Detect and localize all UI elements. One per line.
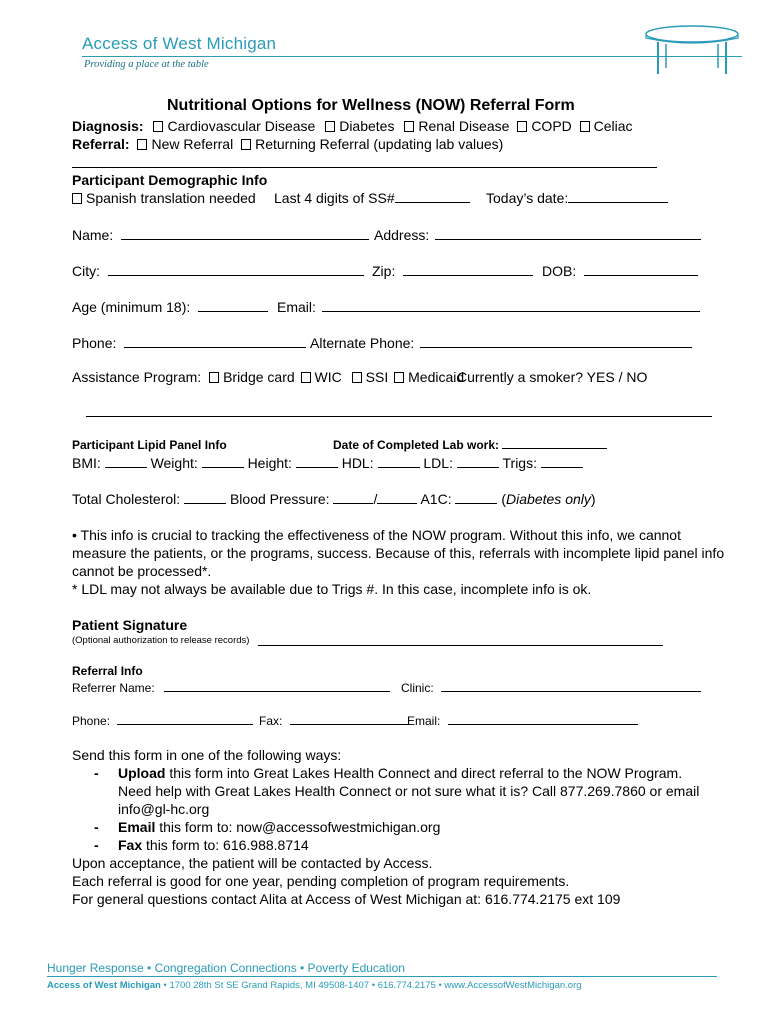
returning-referral-checkbox[interactable]: [241, 139, 251, 150]
referral-info-heading: Referral Info: [72, 664, 143, 678]
alt-phone-label: Alternate Phone:: [310, 335, 415, 351]
fax-label: Fax:: [259, 714, 283, 728]
referral-phone-field: [72, 714, 253, 729]
a1c-input[interactable]: [455, 491, 497, 504]
phone-input[interactable]: [124, 335, 306, 348]
form-title: Nutritional Options for Wellness (NOW) Referral Form: [167, 97, 575, 114]
upload-help-email[interactable]: info@gl-hc.org: [118, 801, 210, 817]
referral-option: New Referral: [151, 136, 234, 152]
diagnosis-option: Diabetes: [339, 118, 395, 134]
phone-label: Phone:: [72, 335, 117, 351]
ssn-field: [274, 190, 470, 207]
footer-org: Access of West Michigan: [47, 980, 161, 991]
weight-label: Weight:: [150, 455, 198, 471]
referral-phone-label: Phone:: [72, 714, 111, 728]
zip-field: [372, 263, 533, 280]
address-input[interactable]: [435, 227, 701, 240]
acceptance-note: Upon acceptance, the patient will be contacted by Access.: [72, 855, 433, 871]
referral-email-field: [407, 714, 638, 729]
name-input[interactable]: [121, 227, 369, 240]
assistance-label: Assistance Program:: [72, 369, 202, 385]
upload-bold: Upload: [118, 765, 166, 781]
zip-input[interactable]: [403, 263, 533, 276]
ldl-input[interactable]: [457, 455, 499, 468]
footer-tagline: Hunger Response • Congregation Connections • Poverty Education: [47, 961, 405, 975]
tagline: Providing a place at the table: [84, 59, 209, 70]
assistance-option: Medicaid: [408, 369, 465, 385]
new-referral-checkbox[interactable]: [137, 139, 147, 150]
diagnosis-option: Cardiovascular Disease: [167, 118, 316, 134]
medicaid-checkbox[interactable]: [394, 372, 404, 383]
age-label: Age (minimum 18):: [72, 299, 191, 315]
email-instruction: [118, 819, 440, 836]
height-input[interactable]: [296, 455, 338, 468]
footer-rule: [47, 976, 717, 977]
age-input[interactable]: [198, 299, 268, 312]
upload-instruction: [118, 765, 682, 782]
email-field: [277, 299, 700, 316]
diagnosis-label: Diagnosis:: [72, 118, 144, 134]
section-divider: [72, 167, 657, 168]
alt-phone-field: [310, 335, 692, 352]
lipid-row-1: [72, 455, 583, 472]
zip-label: Zip:: [372, 263, 396, 279]
org-name: Access of West Michigan: [82, 34, 277, 53]
bmi-input[interactable]: [105, 455, 147, 468]
diagnosis-renal-checkbox[interactable]: [404, 121, 414, 132]
upload-rest: this form into Great Lakes Health Connect and direct referral to the NOW Program.: [165, 765, 683, 781]
clinic-input[interactable]: [441, 681, 701, 692]
send-intro: Send this form in one of the following ways:: [72, 747, 342, 763]
dob-field: [542, 263, 698, 280]
smoker-question[interactable]: Currently a smoker? YES / NO: [457, 369, 648, 385]
diagnosis-copd-checkbox[interactable]: [517, 121, 527, 132]
upload-help: Need help with Great Lakes Health Connect or not sure what it is? Call 877.269.7860 or email: [118, 783, 700, 799]
wic-checkbox[interactable]: [301, 372, 311, 383]
referral-type-row: [72, 136, 503, 153]
bp-diastolic-input[interactable]: [377, 491, 417, 504]
referral-email-label: Email:: [407, 714, 441, 728]
ssi-checkbox[interactable]: [352, 372, 362, 383]
lab-date-input[interactable]: [502, 438, 607, 449]
spanish-checkbox[interactable]: [72, 193, 82, 204]
email-input[interactable]: [322, 299, 700, 312]
lab-date-label: Date of Completed Lab work:: [333, 438, 500, 452]
footer-contact: [47, 980, 582, 991]
a1c-note-open: (: [501, 491, 507, 507]
lipid-heading: Participant Lipid Panel Info: [72, 438, 227, 452]
address-field: [374, 227, 701, 244]
ldl-label: LDL:: [423, 455, 453, 471]
cholesterol-input[interactable]: [184, 491, 226, 504]
a1c-label: A1C:: [420, 491, 452, 507]
trigs-input[interactable]: [541, 455, 583, 468]
referrer-label: Referrer Name:: [72, 681, 155, 695]
email-label: Email:: [277, 299, 316, 315]
email-rest: this form to: now@accessofwestmichigan.org: [155, 819, 441, 835]
footer-details: • 1700 28th St SE Grand Rapids, MI 49508-1407 • 616.774.2175 • www.AccessofWestMichigan.org: [160, 980, 582, 991]
today-date-label: Today’s date:: [486, 190, 569, 206]
hdl-label: HDL:: [341, 455, 374, 471]
assistance-option: Bridge card: [223, 369, 295, 385]
bp-systolic-input[interactable]: [333, 491, 373, 504]
lipid-row-2: [72, 491, 596, 508]
referrer-field: [72, 681, 390, 696]
assistance-option: WIC: [314, 369, 342, 385]
city-field: [72, 263, 364, 280]
assistance-option: SSI: [365, 369, 389, 385]
trigs-label: Trigs:: [502, 455, 537, 471]
note-line: • This info is crucial to tracking the effectiveness of the NOW program. Without this info, we cannot: [72, 527, 681, 543]
signature-note: (Optional authorization to release records): [72, 635, 250, 646]
ssn-input[interactable]: [395, 190, 470, 203]
demographic-heading: Participant Demographic Info: [72, 172, 268, 188]
weight-input[interactable]: [202, 455, 244, 468]
fax-field: [259, 714, 410, 729]
fax-rest: this form to: 616.988.8714: [142, 837, 309, 853]
name-label: Name:: [72, 227, 114, 243]
signature-heading: Patient Signature: [72, 617, 188, 633]
diagnosis-option: COPD: [531, 118, 572, 134]
height-label: Height:: [247, 455, 292, 471]
validity-note: Each referral is good for one year, pending completion of program requirements.: [72, 873, 570, 889]
list-bullet: -: [94, 765, 99, 781]
dob-input[interactable]: [584, 263, 698, 276]
diagnosis-option: Celiac: [593, 118, 633, 134]
referral-option: Returning Referral (updating lab values): [255, 136, 504, 152]
note-line: cannot be processed*.: [72, 563, 212, 579]
contact-note: For general questions contact Alita at Access of West Michigan at: 616.774.2175 ext 109: [72, 891, 621, 907]
bridge-card-checkbox[interactable]: [209, 372, 219, 383]
spanish-row: [72, 190, 256, 207]
diagnosis-cardio-checkbox[interactable]: [153, 121, 163, 132]
diagnosis-diabetes-checkbox[interactable]: [325, 121, 335, 132]
referral-label: Referral:: [72, 136, 130, 152]
clinic-field: [401, 681, 701, 696]
assistance-row: [72, 369, 464, 386]
age-field: [72, 299, 268, 316]
fax-input[interactable]: [290, 714, 410, 725]
a1c-note-close: ): [590, 491, 596, 507]
clinic-label: Clinic:: [401, 681, 434, 695]
lab-date-field: [333, 438, 607, 453]
section-divider: [86, 416, 712, 417]
fax-bold: Fax: [118, 837, 143, 853]
city-input[interactable]: [108, 263, 364, 276]
cholesterol-label: Total Cholesterol:: [72, 491, 181, 507]
diagnosis-row: [72, 118, 633, 135]
phone-field: [72, 335, 306, 352]
diagnosis-option: Renal Disease: [418, 118, 510, 134]
referral-email-input[interactable]: [448, 714, 638, 725]
address-label: Address:: [374, 227, 430, 243]
bp-label: Blood Pressure:: [229, 491, 330, 507]
signature-input[interactable]: [258, 645, 663, 646]
diagnosis-celiac-checkbox[interactable]: [580, 121, 590, 132]
referrer-input[interactable]: [164, 681, 390, 692]
dob-label: DOB:: [542, 263, 577, 279]
referral-phone-input[interactable]: [117, 714, 253, 725]
today-date-input[interactable]: [568, 190, 668, 203]
city-label: City:: [72, 263, 100, 279]
list-bullet: -: [94, 837, 99, 853]
spanish-label: Spanish translation needed: [86, 190, 256, 206]
bmi-label: BMI:: [72, 455, 101, 471]
note-line: measure the patients, or the programs, success. Because of this, referrals with incomplete lipid panel info: [72, 545, 725, 561]
today-date-field: [486, 190, 668, 207]
note-line: * LDL may not always be available due to Trigs #. In this case, incomplete info is ok.: [72, 581, 592, 597]
name-field: [72, 227, 369, 244]
a1c-note: Diabetes only: [506, 491, 591, 507]
table-logo-icon: [642, 22, 742, 76]
alt-phone-input[interactable]: [420, 335, 692, 348]
email-bold: Email: [118, 819, 156, 835]
ssn-label: Last 4 digits of SS#: [274, 190, 395, 206]
bp-separator: /: [373, 491, 378, 507]
hdl-input[interactable]: [378, 455, 420, 468]
fax-instruction: [118, 837, 309, 854]
list-bullet: -: [94, 819, 99, 835]
